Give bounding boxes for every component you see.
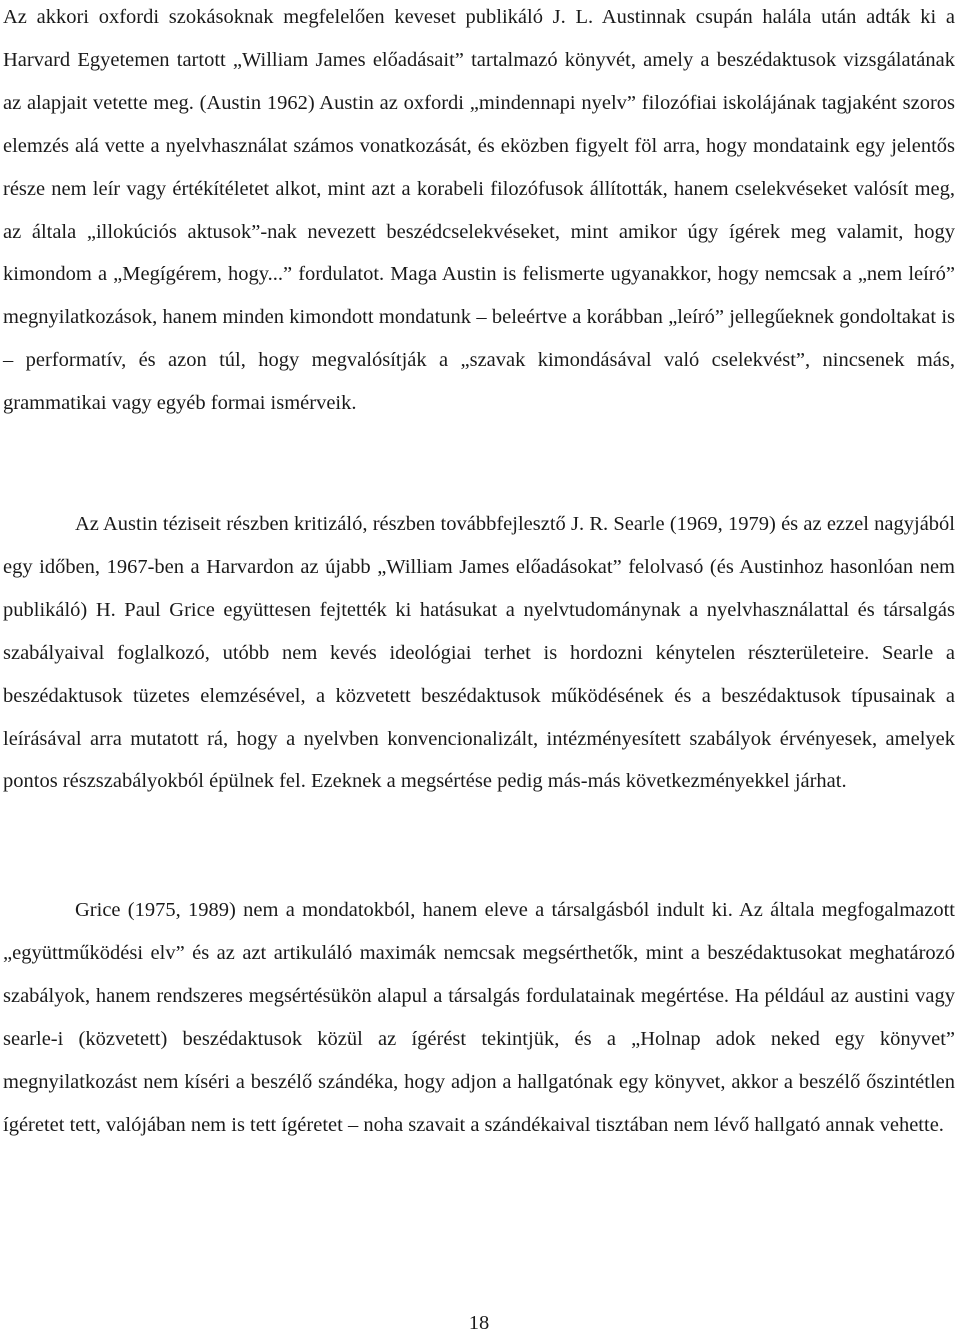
paragraph-searle: Az Austin téziseit részben kritizáló, részben továbbfejlesztő J. R. Searle (1969, 1979) és az ezzel nagyjából egy időben, 1967-ben a Harvardon az újabb „William James előadásokat” felolvasó (és Austinhoz hasonlóan nem publikáló) H. Paul Grice együttesen fejtették ki hatásukat a nyelvtudománynak a nyelvhasználattal és társalgás szabályaival foglalkozó, utóbb nem kevés ideológiai terhet is hordozni kénytelen részterületeire. Searle a beszédaktusok tüzetes elemzésével, a közvetett beszédaktusok működésének és a beszédaktusok típusainak a leírásával arra mutatott rá, hogy a nyelvben konvencionalizált, intézményesített szabályok érvényesek, amelyek pontos részszabályokból épülnek fel. Ezeknek a megsértése pedig más-más következményekkel járhat. xyxy=(3,513,955,793)
paragraph-grice: Grice (1975, 1989) nem a mondatokból, hanem eleve a társalgásból indult ki. Az általa megfogalmazott „együttműködési elv” és az azt artikuláló maximák nemcsak megsérthetők, mint a beszédaktusokat meghatározó szabályok, hanem rendszeres megsértésükön alapul a társalgás fordulatainak megértése. Ha például az austini vagy searle-i (közvetett) beszédaktusok közül az ígérést tekintjük, és a „Holnap adok neked egy könyvet” megnyilatkozást nem kíséri a beszélő szándéka, hogy adjon a hallgatónak egy könyvet, akkor a beszélő őszintétlen ígéretet tett, valójában nem is tett ígéretet – noha szavait a szándékaival tisztában nem lévő hallgató annak vehette. xyxy=(3,899,955,1136)
page-number: 18 xyxy=(468,1312,490,1334)
document-page xyxy=(3,0,955,1340)
paragraph-austin: Az akkori oxfordi szokásoknak megfelelően keveset publikáló J. L. Austinnak csupán halála után adták ki a Harvard Egyetemen tartott „William James előadásait” tartalmazó könyvét, amely a beszédaktusok vizsgálatának az alapjait vetette meg. (Austin 1962) Austin az oxfordi „mindennapi nyelv” filozófiai iskolájának tagjaként szoros elemzés alá vette a nyelvhasználat számos vonatkozását, és eközben figyelt föl arra, hogy mondataink egy jelentős része nem leír vagy értékítéletet alkot, mint azt a korabeli filozófusok állították, hanem cselekvéseket valósít meg, az általa „illokúciós aktusok”-nak nevezett beszédcselekvéseket, mint amikor úgy ígérek meg valamit, hogy kimondom a „Megígérem, hogy...” fordulatot. Maga Austin is felismerte ugyanakkor, hogy nemcsak a „nem leíró” megnyilatkozások, hanem minden kimondott mondatunk – beleértve a korábban „leíró” jellegűeknek gondoltakat is – performatív, és azon túl, hogy megvalósítják a „szavak kimondásával való cselekvést”, nincsenek más, grammatikai vagy egyéb formai ismérveik. xyxy=(3,6,955,415)
